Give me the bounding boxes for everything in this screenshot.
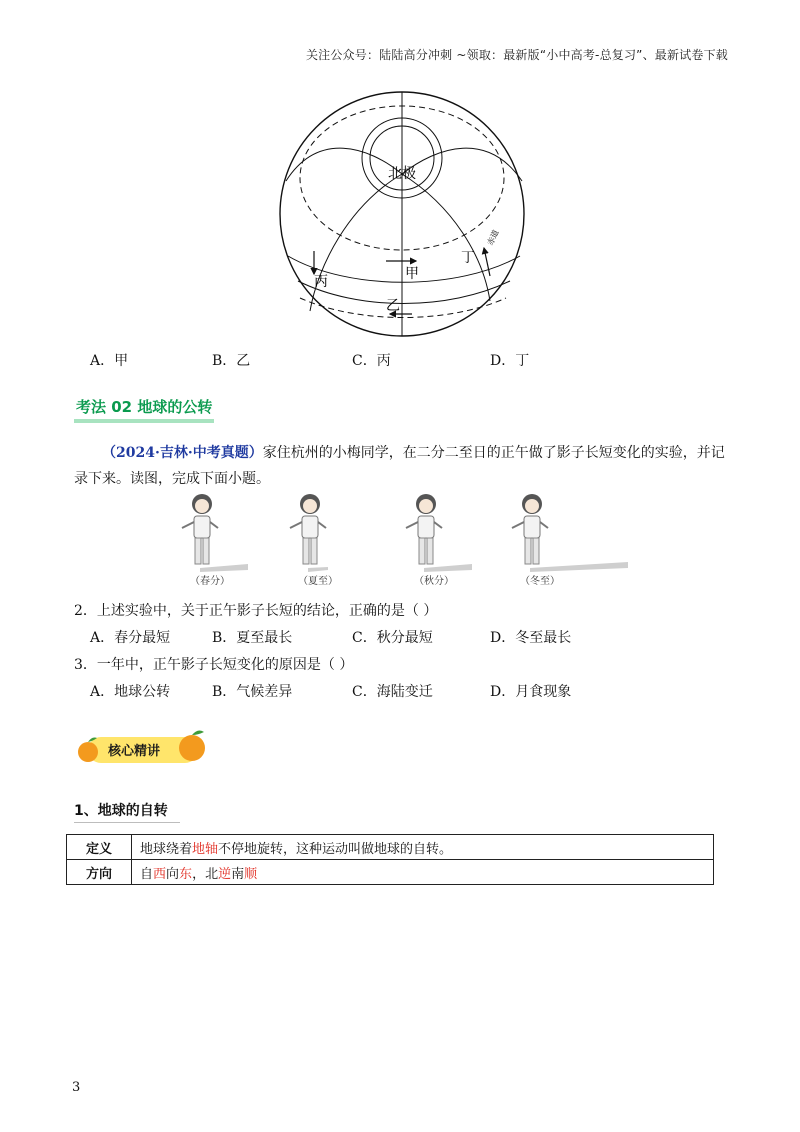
arrow-ding — [484, 248, 490, 276]
dir-highlight-west: 西 — [153, 866, 167, 882]
row-key-direction: 方向 — [67, 860, 132, 885]
question-source: （2024·吉林·中考真题） — [102, 445, 263, 461]
caption-spring-equinox: （春分） — [190, 576, 230, 587]
q2-option-c[interactable]: C．秋分最短 — [352, 630, 433, 646]
q2-option-a[interactable]: A．春分最短 — [90, 630, 171, 646]
shadow-experiment-figures — [170, 488, 630, 588]
question-3-stem: 3．一年中，正午影子长短变化的原因是（ ） — [74, 657, 354, 673]
q1-option-c[interactable]: C．丙 — [352, 353, 391, 369]
q1-option-d[interactable]: D．丁 — [490, 353, 530, 369]
q3-option-b[interactable]: B．气候差异 — [212, 684, 293, 700]
def-text-1: 地球绕着 — [140, 841, 193, 857]
badge-label: 核心精讲 — [108, 744, 161, 759]
label-equator: 赤道 — [485, 228, 501, 247]
label-yi: 乙 — [386, 298, 400, 314]
dir-highlight-east: 东 — [179, 866, 193, 882]
figure-autumn-equinox — [394, 488, 474, 588]
globe-diagram — [278, 86, 528, 344]
def-highlight-axis: 地轴 — [192, 841, 219, 857]
label-bing: 丙 — [314, 274, 328, 290]
subsection-title: 1、地球的自转 — [74, 803, 168, 819]
dir-text-4: 南 — [231, 866, 245, 882]
rotation-table — [66, 834, 714, 885]
figure-summer-solstice — [278, 488, 358, 588]
q1-option-b[interactable]: B．乙 — [212, 353, 251, 369]
subsection-underline — [74, 822, 180, 823]
table-row — [67, 835, 714, 860]
page-header: 关注公众号：陆陆高分冲刺 ~领取：最新版“小中高考-总复习”、最新试卷下载 — [305, 48, 728, 62]
meridian-upper-right — [402, 148, 522, 181]
girl-illustration-icon — [394, 488, 474, 572]
q2-option-b[interactable]: B．夏至最长 — [212, 630, 293, 646]
label-jia: 甲 — [405, 266, 419, 282]
section-title: 考法 02 地球的公转 — [74, 396, 214, 423]
core-explanation-badge — [76, 728, 206, 768]
dir-highlight-counter: 逆 — [218, 866, 232, 882]
page-number: 3 — [72, 1080, 81, 1095]
row-value-definition — [132, 835, 714, 860]
caption-summer-solstice: （夏至） — [298, 576, 338, 587]
caption-autumn-equinox: （秋分） — [414, 576, 454, 587]
figure-spring-equinox — [170, 488, 250, 588]
girl-illustration-icon — [170, 488, 250, 572]
table-row — [67, 860, 714, 885]
dir-text-3: ，北 — [192, 866, 219, 882]
row-key-definition: 定义 — [67, 835, 132, 860]
intro-text: 家住杭州的小梅同学，在二分二至日的正午做了影子长短变化的实验，并记录下来。读图，完成下面小题。 — [74, 445, 725, 487]
girl-illustration-icon — [278, 488, 358, 572]
girl-illustration-icon — [500, 488, 630, 572]
question-2-stem: 2．上述实验中，关于正午影子长短的结论，正确的是（ ） — [74, 603, 438, 619]
q3-option-d[interactable]: D．月食现象 — [490, 684, 572, 700]
figure-winter-solstice — [500, 488, 580, 588]
label-ding: 丁 — [461, 250, 475, 266]
def-text-2: 不停地旋转，这种运动叫做地球的自转。 — [218, 841, 453, 857]
question-intro — [74, 440, 730, 492]
dir-text-2: 向 — [166, 866, 180, 882]
q1-option-a[interactable]: A．甲 — [90, 353, 129, 369]
dir-text-1: 自 — [140, 866, 154, 882]
caption-winter-solstice: （冬至） — [520, 576, 560, 587]
label-north-pole: 北极 — [388, 166, 416, 182]
meridian-upper-left — [286, 148, 402, 181]
dir-highlight-clockwise: 顺 — [244, 866, 258, 882]
q3-option-c[interactable]: C．海陆变迁 — [352, 684, 433, 700]
tropic-line — [298, 281, 510, 304]
q2-option-d[interactable]: D．冬至最长 — [490, 630, 572, 646]
q3-option-a[interactable]: A．地球公转 — [90, 684, 171, 700]
row-value-direction — [132, 860, 714, 885]
